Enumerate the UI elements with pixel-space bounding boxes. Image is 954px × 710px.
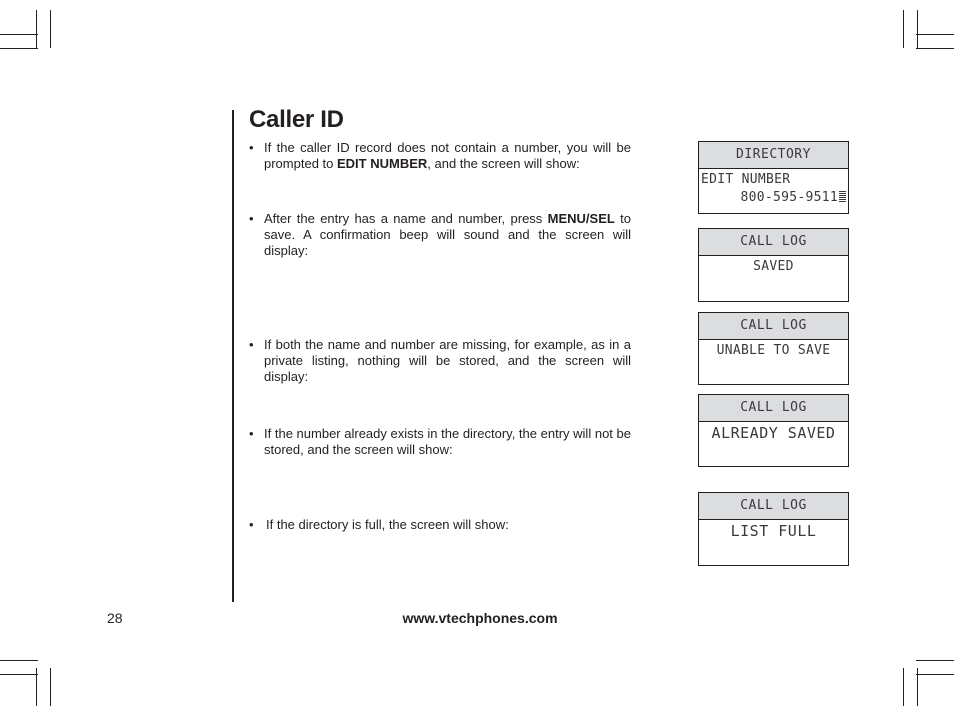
bullet-list-full bbox=[249, 517, 631, 533]
bullet-text: If the caller ID record does not contain a number, you will be prompted to EDIT NUMBER, and the screen will show: bbox=[264, 140, 631, 171]
lcd-header: DIRECTORY bbox=[699, 142, 848, 169]
lcd-line: SAVED bbox=[753, 259, 794, 274]
bullet-already-saved bbox=[249, 426, 631, 458]
lcd-line: ALREADY SAVED bbox=[711, 424, 836, 442]
lcd-body bbox=[699, 172, 848, 205]
crop-mark bbox=[50, 668, 51, 706]
bullet-marker: • bbox=[249, 337, 254, 352]
bullet-marker: • bbox=[249, 517, 254, 532]
crop-mark bbox=[916, 48, 954, 49]
crop-mark bbox=[0, 48, 38, 49]
lcd-body bbox=[699, 343, 848, 358]
lcd-body bbox=[699, 522, 848, 540]
lcd-screen-list-full bbox=[698, 492, 849, 566]
lcd-header: CALL LOG bbox=[699, 313, 848, 340]
bullet-marker: • bbox=[249, 140, 254, 155]
crop-mark bbox=[0, 660, 38, 661]
lcd-header: CALL LOG bbox=[699, 229, 848, 256]
crop-mark bbox=[916, 660, 954, 661]
bold-term: MENU/SEL bbox=[547, 211, 615, 226]
bullet-unable-to-save bbox=[249, 337, 631, 385]
crop-mark bbox=[917, 10, 918, 48]
bold-term: EDIT NUMBER bbox=[337, 156, 428, 171]
lcd-header: CALL LOG bbox=[699, 493, 848, 520]
lcd-screen-edit-number bbox=[698, 141, 849, 214]
crop-mark bbox=[903, 668, 904, 706]
crop-mark bbox=[50, 10, 51, 48]
section-rule bbox=[232, 110, 234, 602]
bullet-marker: • bbox=[249, 426, 254, 441]
bullet-marker: • bbox=[249, 211, 254, 226]
crop-mark bbox=[0, 34, 38, 35]
crop-mark bbox=[916, 34, 954, 35]
website-url: www.vtechphones.com bbox=[402, 610, 558, 626]
bullet-text: If the number already exists in the directory, the entry will not be stored, and the screen will show: bbox=[264, 426, 631, 457]
page-title: Caller ID bbox=[249, 106, 344, 133]
lcd-line: LIST FULL bbox=[730, 522, 817, 540]
bullet-save-entry bbox=[249, 211, 631, 259]
bullet-text: If the directory is full, the screen will show: bbox=[266, 517, 509, 532]
lcd-screen-unable-to-save bbox=[698, 312, 849, 385]
crop-mark bbox=[916, 674, 954, 675]
lcd-body bbox=[699, 424, 848, 442]
page-number: 28 bbox=[107, 610, 123, 626]
lcd-line: 800-595-9511 bbox=[699, 190, 848, 205]
lcd-body bbox=[699, 259, 848, 274]
lcd-screen-already-saved bbox=[698, 394, 849, 467]
lcd-line: UNABLE TO SAVE bbox=[716, 343, 831, 358]
crop-mark bbox=[36, 10, 37, 48]
crop-mark bbox=[0, 674, 38, 675]
bullet-edit-number bbox=[249, 140, 631, 172]
lcd-line: EDIT NUMBER bbox=[701, 172, 791, 187]
lcd-header: CALL LOG bbox=[699, 395, 848, 422]
lcd-screen-saved bbox=[698, 228, 849, 302]
bullet-text: After the entry has a name and number, press MENU/SEL to save. A confirmation beep will sound and the screen will display: bbox=[264, 211, 631, 258]
lcd-cursor-icon bbox=[839, 190, 846, 202]
crop-mark bbox=[903, 10, 904, 48]
bullet-text: If both the name and number are missing, for example, as in a private listing, nothing will be stored, and the screen will display: bbox=[264, 337, 631, 384]
